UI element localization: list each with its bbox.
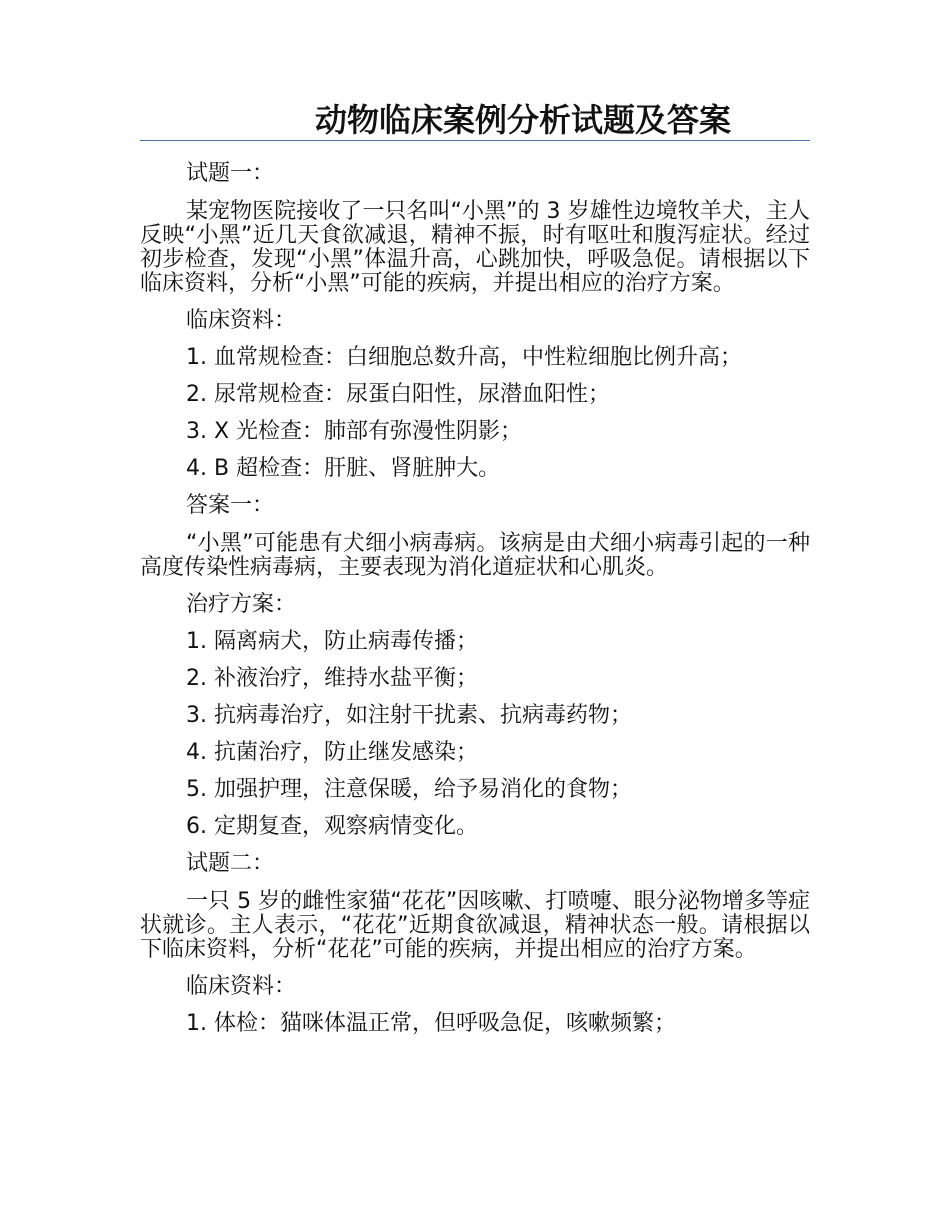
question-1-clinical-label: 临床资料： bbox=[186, 308, 297, 333]
question-2-clinical-label: 临床资料： bbox=[186, 974, 297, 999]
document-page bbox=[140, 100, 810, 1042]
clinical-item: 3. X 光检查：肺部有弥漫性阴影； bbox=[186, 419, 523, 444]
clinical-item: 4. B 超检查：肝脏、肾脏肿大。 bbox=[186, 456, 501, 481]
clinical-item: 2. 尿常规检查：尿蛋白阳性，尿潜血阳性； bbox=[186, 382, 610, 407]
treatment-item: 5. 加强护理，注意保暖，给予易消化的食物； bbox=[186, 777, 632, 802]
treatment-item: 6. 定期复查，观察病情变化。 bbox=[186, 814, 478, 839]
answer-1-label: 答案一： bbox=[186, 493, 275, 518]
question-2-label: 试题二： bbox=[186, 851, 275, 876]
document-title: 动物临床案例分析试题及答案 bbox=[314, 101, 731, 139]
treatment-item: 3. 抗病毒治疗，如注射干扰素、抗病毒药物； bbox=[186, 703, 632, 728]
answer-1-paragraph: “小黑”可能患有犬细小病毒病。该病是由犬细小病毒引起的一种高度传染性病毒病，主要表现为消化道症状和心肌炎。 bbox=[140, 531, 810, 580]
question-1-label: 试题一： bbox=[186, 161, 275, 186]
title-underline bbox=[140, 140, 810, 141]
treatment-label: 治疗方案： bbox=[186, 592, 297, 617]
treatment-item: 1. 隔离病犬，防止病毒传播； bbox=[186, 629, 478, 654]
treatment-item: 4. 抗菌治疗，防止继发感染； bbox=[186, 740, 478, 765]
treatment-item: 2. 补液治疗，维持水盐平衡； bbox=[186, 666, 478, 691]
clinical-item: 1. 体检：猫咪体温正常，但呼吸急促，咳嗽频繁； bbox=[186, 1011, 676, 1036]
question-1-paragraph: 某宠物医院接收了一只名叫“小黑”的 3 岁雄性边境牧羊犬，主人反映“小黑”近几天食欲减退，精神不振，时有呕吐和腹泻症状。经过初步检查，发现“小黑”体温升高，心跳加快，呼吸急促。请根据以下临床资料，分析“小黑”可能的疾病，并提出相应的治疗方案。 bbox=[140, 199, 810, 296]
clinical-item: 1. 血常规检查：白细胞总数升高，中性粒细胞比例升高； bbox=[186, 345, 742, 370]
question-2-paragraph: 一只 5 岁的雌性家猫“花花”因咳嗽、打喷嚏、眼分泌物增多等症状就诊。主人表示，“花花”近期食欲减退，精神状态一般。请根据以下临床资料，分析“花花”可能的疾病，并提出相应的治疗方案。 bbox=[140, 889, 810, 962]
